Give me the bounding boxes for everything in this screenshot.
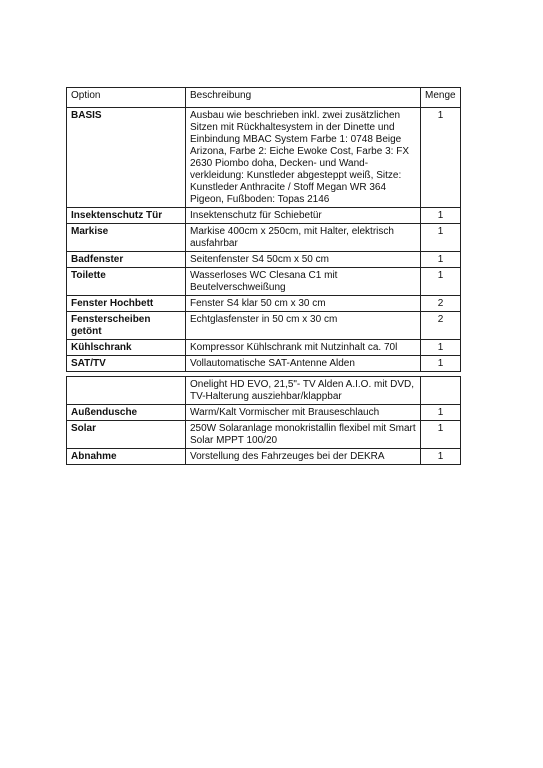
quantity-cell: 1 xyxy=(421,224,461,252)
description-cell: Kompressor Kühlschrank mit Nutzinhalt ca. 70l xyxy=(186,340,421,356)
quantity-cell: 1 xyxy=(421,449,461,465)
table-row xyxy=(67,208,461,224)
quantity-cell: 1 xyxy=(421,405,461,421)
quantity-cell: 1 xyxy=(421,268,461,296)
table-row xyxy=(67,224,461,252)
option-cell: Kühlschrank xyxy=(67,340,186,356)
quantity-cell: 1 xyxy=(421,356,461,372)
option-cell: Insektenschutz Tür xyxy=(67,208,186,224)
description-cell: Insektenschutz für Schiebetür xyxy=(186,208,421,224)
quantity-cell: 2 xyxy=(421,296,461,312)
option-cell: Abnahme xyxy=(67,449,186,465)
table-row xyxy=(67,405,461,421)
table-row xyxy=(67,340,461,356)
description-cell: Seitenfenster S4 50cm x 50 cm xyxy=(186,252,421,268)
option-cell: Fenster Hochbett xyxy=(67,296,186,312)
option-cell xyxy=(67,377,186,405)
header-quantity: Menge xyxy=(421,88,461,108)
quantity-cell: 1 xyxy=(421,108,461,208)
description-cell: Vorstellung des Fahrzeuges bei der DEKRA xyxy=(186,449,421,465)
description-cell: 250W Solaranlage monokristallin flexibel mit Smart Solar MPPT 100/20 xyxy=(186,421,421,449)
option-cell: Außendusche xyxy=(67,405,186,421)
description-cell: Fenster S4 klar 50 cm x 30 cm xyxy=(186,296,421,312)
header-description: Beschreibung xyxy=(186,88,421,108)
table-row xyxy=(67,377,461,405)
table-row xyxy=(67,449,461,465)
table-row xyxy=(67,268,461,296)
options-table xyxy=(66,87,461,465)
table-header-row xyxy=(67,88,461,108)
option-cell: Fensterscheiben getönt xyxy=(67,312,186,340)
option-cell: SAT/TV xyxy=(67,356,186,372)
description-cell: Vollautomatische SAT-Antenne Alden xyxy=(186,356,421,372)
option-cell: Markise xyxy=(67,224,186,252)
quantity-cell: 1 xyxy=(421,252,461,268)
quantity-cell xyxy=(421,377,461,405)
table-row xyxy=(67,421,461,449)
header-option: Option xyxy=(67,88,186,108)
quantity-cell: 1 xyxy=(421,208,461,224)
quantity-cell: 2 xyxy=(421,312,461,340)
description-cell: Echtglasfenster in 50 cm x 30 cm xyxy=(186,312,421,340)
option-cell: Solar xyxy=(67,421,186,449)
description-cell: Wasserloses WC Clesana C1 mit Beutelverschweißung xyxy=(186,268,421,296)
quantity-cell: 1 xyxy=(421,421,461,449)
description-cell: Ausbau wie beschrieben inkl. zwei zusätzlichen Sitzen mit Rückhaltesystem in der Dinette und Einbindung MBAC System Farbe 1: 0748 Beige Arizona, Farbe 2: Eiche Ewoke Cost, Farbe 3: FX 2630 Piombo doha, Decken- und Wand-verkleidung: Kunstleder abgesteppt weiß, Sitze: Kunstleder Anthracite / Stoff Megan WR 364 Pigeon, Fußboden: Topas 2146 xyxy=(186,108,421,208)
option-cell: BASIS xyxy=(67,108,186,208)
table-row xyxy=(67,252,461,268)
quantity-cell: 1 xyxy=(421,340,461,356)
table-row xyxy=(67,296,461,312)
description-cell: Warm/Kalt Vormischer mit Brauseschlauch xyxy=(186,405,421,421)
table-row xyxy=(67,312,461,340)
table-row xyxy=(67,108,461,208)
description-cell: Markise 400cm x 250cm, mit Halter, elektrisch ausfahrbar xyxy=(186,224,421,252)
description-cell: Onelight HD EVO, 21,5"- TV Alden A.I.O. mit DVD, TV-Halterung ausziehbar/klappbar xyxy=(186,377,421,405)
table-row xyxy=(67,356,461,372)
option-cell: Toilette xyxy=(67,268,186,296)
option-cell: Badfenster xyxy=(67,252,186,268)
